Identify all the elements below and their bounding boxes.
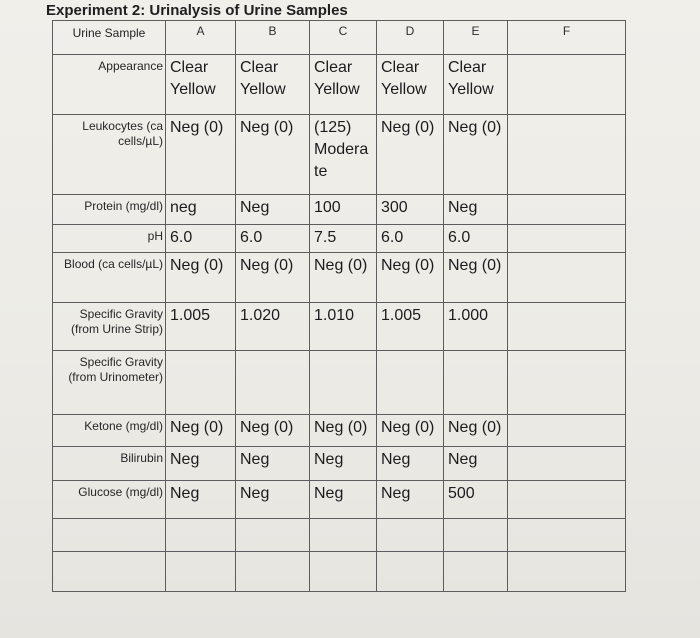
sample-value-cell: 1.005 [166,303,236,351]
row-label-cell: Glucose (mg/dl) [53,481,166,519]
column-header-c: C [310,21,377,55]
row-label-cell: Bilirubin [53,447,166,481]
sample-value-cell [377,519,444,552]
sample-value-cell: 1.020 [236,303,310,351]
sample-value-cell: Neg (0) [444,415,508,447]
table-row [53,447,626,481]
sample-value-cell: Neg [310,481,377,519]
sample-value-cell [508,195,626,225]
sample-value-cell [508,253,626,303]
table-row [53,253,626,303]
sample-value-cell: Neg (0) [310,415,377,447]
sample-value-cell [236,351,310,415]
table-row [53,415,626,447]
sample-value-cell [236,552,310,592]
header-label-cell: Urine Sample [53,21,166,55]
sample-value-cell: 1.005 [377,303,444,351]
page-title: Experiment 2: Urinalysis of Urine Samples [46,2,348,19]
table-header-row [53,21,626,55]
column-header-f: F [508,21,626,55]
sample-value-cell [310,351,377,415]
sample-value-cell [508,481,626,519]
sample-value-cell: Neg (0) [310,253,377,303]
sample-value-cell [508,351,626,415]
table-row [53,225,626,253]
sample-value-cell: 6.0 [377,225,444,253]
sample-value-cell: (125) Modera te [310,115,377,195]
sample-value-cell: Neg [377,447,444,481]
urinalysis-table [52,20,626,592]
sample-value-cell: Clear Yellow [166,55,236,115]
row-label-cell: Specific Gravity (from Urinometer) [53,351,166,415]
sample-value-cell [508,447,626,481]
sample-value-cell: Neg [166,447,236,481]
sample-value-cell [508,415,626,447]
table-row [53,481,626,519]
row-label-cell: Specific Gravity (from Urine Strip) [53,303,166,351]
sample-value-cell: Clear Yellow [444,55,508,115]
sample-value-cell: Neg (0) [377,415,444,447]
sample-value-cell: Neg [444,195,508,225]
column-header-d: D [377,21,444,55]
sample-value-cell: Neg [377,481,444,519]
sample-value-cell: Clear Yellow [377,55,444,115]
sample-value-cell: 100 [310,195,377,225]
sample-value-cell: Neg (0) [444,115,508,195]
sample-value-cell: Neg (0) [166,115,236,195]
sample-value-cell: Neg (0) [236,415,310,447]
row-label-cell: Ketone (mg/dl) [53,415,166,447]
sample-value-cell [508,115,626,195]
row-label-cell [53,519,166,552]
sample-value-cell: 1.000 [444,303,508,351]
sample-value-cell: Clear Yellow [310,55,377,115]
row-label-cell: Protein (mg/dl) [53,195,166,225]
sample-value-cell: Neg [236,447,310,481]
table-row [53,55,626,115]
sample-value-cell [508,303,626,351]
table-row [53,519,626,552]
row-label-cell: Appearance [53,55,166,115]
table-row [53,115,626,195]
column-header-b: B [236,21,310,55]
sample-value-cell: Neg (0) [377,115,444,195]
sample-value-cell [236,519,310,552]
table-row [53,351,626,415]
sample-value-cell: Neg [166,481,236,519]
sample-value-cell [444,519,508,552]
sample-value-cell [508,552,626,592]
sample-value-cell: 6.0 [236,225,310,253]
sample-value-cell: Neg (0) [166,415,236,447]
sample-value-cell: 6.0 [444,225,508,253]
sample-value-cell [310,519,377,552]
sample-value-cell [377,351,444,415]
row-label-cell: Blood (ca cells/µL) [53,253,166,303]
column-header-a: A [166,21,236,55]
column-header-e: E [444,21,508,55]
sample-value-cell: Clear Yellow [236,55,310,115]
sample-value-cell [166,552,236,592]
sample-value-cell [444,351,508,415]
row-label-cell: Leukocytes (ca cells/µL) [53,115,166,195]
sample-value-cell: Neg (0) [236,115,310,195]
sample-value-cell [508,55,626,115]
sample-value-cell [508,519,626,552]
sample-value-cell: Neg [310,447,377,481]
sample-value-cell [310,552,377,592]
sample-value-cell: 1.010 [310,303,377,351]
sample-value-cell: 7.5 [310,225,377,253]
table-row [53,195,626,225]
sample-value-cell: Neg (0) [166,253,236,303]
sample-value-cell: 500 [444,481,508,519]
table-row [53,303,626,351]
sample-value-cell: Neg [236,195,310,225]
sample-value-cell: neg [166,195,236,225]
sample-value-cell: 300 [377,195,444,225]
sample-value-cell: Neg (0) [444,253,508,303]
sample-value-cell: Neg (0) [236,253,310,303]
sample-value-cell [377,552,444,592]
sample-value-cell [508,225,626,253]
sample-value-cell: Neg [236,481,310,519]
row-label-cell [53,552,166,592]
sample-value-cell: Neg [444,447,508,481]
sample-value-cell [166,351,236,415]
sample-value-cell [166,519,236,552]
sample-value-cell: 6.0 [166,225,236,253]
table-row [53,552,626,592]
sample-value-cell: Neg (0) [377,253,444,303]
row-label-cell: pH [53,225,166,253]
sample-value-cell [444,552,508,592]
